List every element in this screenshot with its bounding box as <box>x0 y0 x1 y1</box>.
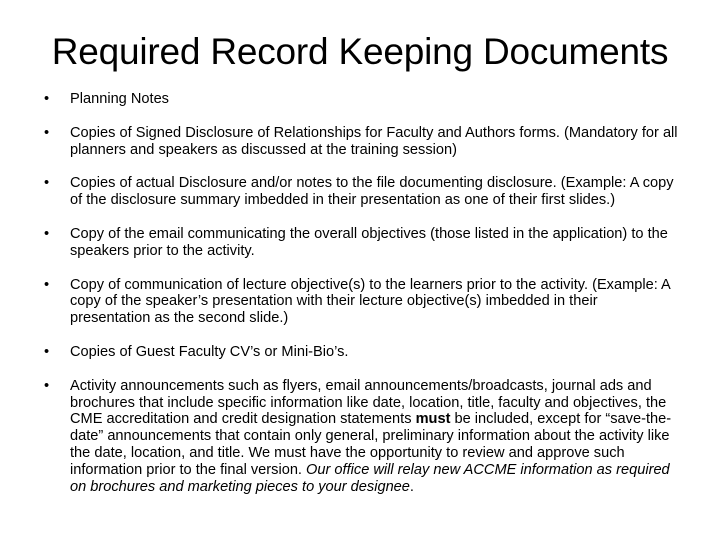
list-item <box>44 125 680 159</box>
bullet-list <box>44 91 680 512</box>
bullet-marker: • <box>44 91 50 107</box>
bullet-marker: • <box>44 276 50 293</box>
text-segment: be included, except for “save-the-date” announcements that contain only general, preliminary information about the activity like the date, location, and title. We must have the opportunity to review and approve such information prior to the final version. <box>70 411 672 478</box>
list-item-text: Copy of communication of lecture objective(s) to the learners prior to the activity. (Example: A copy of the speaker’s presentation with their lecture objective(s) imbedded in their presentation as the second slide.) <box>70 276 670 327</box>
bullet-marker: • <box>44 124 50 141</box>
list-item-text: Copies of Signed Disclosure of Relationships for Faculty and Authors forms. (Mandatory for all planners and speakers as discussed at the training session) <box>70 124 678 158</box>
emphasis-must: must <box>415 411 451 428</box>
text-segment: . <box>409 478 414 495</box>
list-item <box>44 226 680 260</box>
list-item-text: Planning Notes <box>70 91 169 107</box>
list-item-text <box>70 378 680 496</box>
list-item-text: Copies of Guest Faculty CV’s or Mini-Bio’s. <box>70 343 349 360</box>
text-segment: Activity announcements such as flyers, email announcements/broadcasts, journal ads and brochures that include specific information like date, location, title, faculty and objectives, the CME accreditation and credit designation statements <box>70 377 667 428</box>
list-item-text: Copy of the email communicating the overall objectives (those listed in the application) to the speakers prior to the activity. <box>70 225 668 259</box>
list-item <box>44 277 680 327</box>
list-item-text: Copies of actual Disclosure and/or notes to the file documenting disclosure. (Example: A copy of the disclosure summary imbedded in their presentation as one of their first slides.) <box>70 175 674 209</box>
slide-title: Required Record Keeping Documents <box>51 31 669 72</box>
bullet-marker: • <box>44 175 50 192</box>
list-item <box>44 175 680 209</box>
italic-note: Our office will relay new ACCME information as required on brochures and marketing pieces to your designee <box>70 461 670 495</box>
bullet-marker: • <box>44 343 50 360</box>
bullet-marker: • <box>44 225 50 242</box>
list-item <box>44 91 680 108</box>
list-item <box>44 344 680 361</box>
bullet-marker: • <box>44 377 50 394</box>
list-item <box>44 378 680 496</box>
